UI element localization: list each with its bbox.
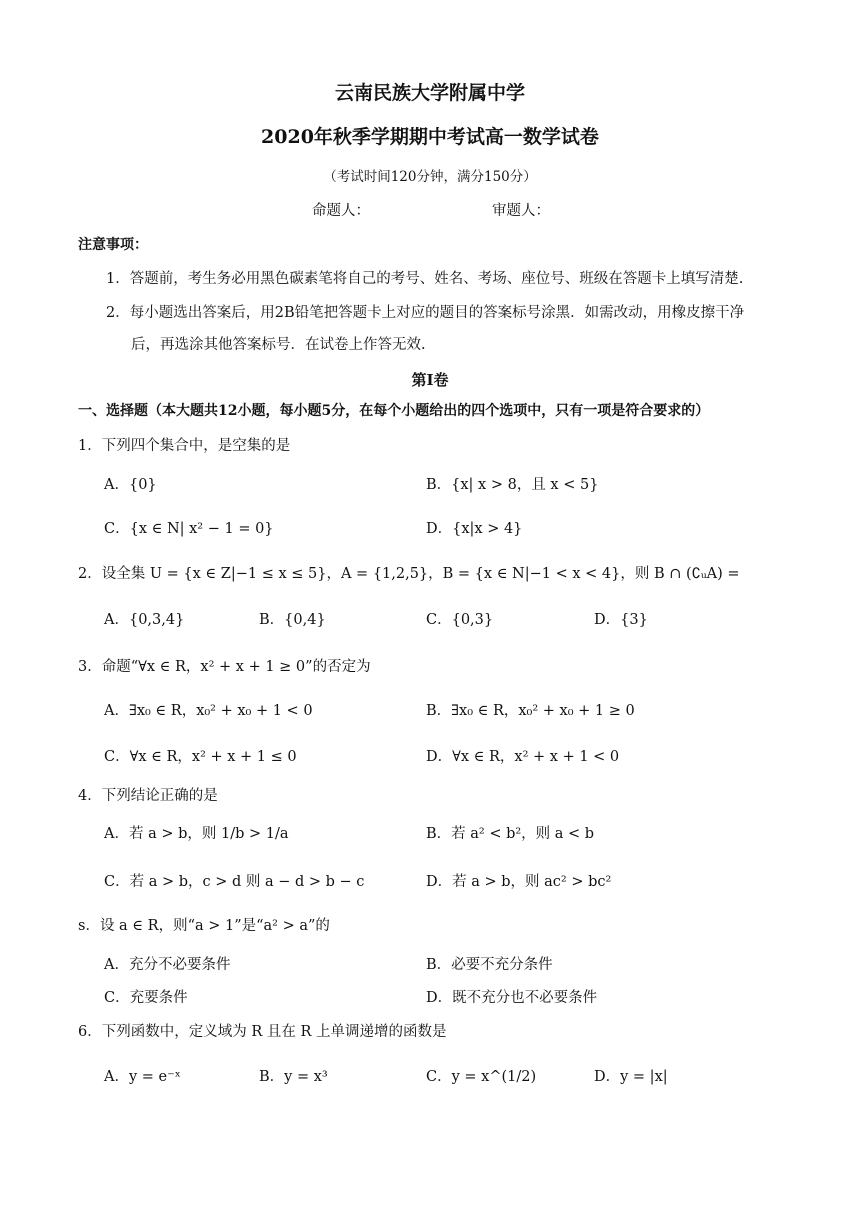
q1-option-d: D．{x|x > 4} — [426, 521, 523, 537]
q4-option-d: D．若 a > b，则 ac² > bc² — [426, 874, 612, 890]
q2-stem: 2．设全集 U = {x ∈ Z|−1 ≤ x ≤ 5}，A = {1,2,5}，B = {x ∈ N|−1 < x < 4}，则 B ∩ (∁ᵤA) = — [78, 566, 740, 582]
q1-option-a: A．{0} — [104, 477, 157, 493]
q4-option-c: C．若 a > b，c > d 则 a − d > b − c — [104, 874, 365, 890]
q3-option-a: A．∃x₀ ∈ R，x₀² + x₀ + 1 < 0 — [104, 703, 313, 719]
q4-option-b: B．若 a² < b²，则 a < b — [426, 826, 595, 842]
q4-option-a: A．若 a > b，则 1/b > 1/a — [104, 826, 289, 842]
q6-option-c: C．y = x^(1/2) — [426, 1069, 537, 1085]
q2-option-b: B．{0,4} — [259, 612, 326, 628]
q5-option-a: A．充分不必要条件 — [104, 957, 231, 973]
q1-stem: 1．下列四个集合中，是空集的是 — [78, 438, 291, 454]
notes-item-1: 1．答题前，考生务必用黑色碳素笔将自己的考号、姓名、考场、座位号、班级在答题卡上填写清楚. — [106, 271, 744, 287]
q3-option-c: C．∀x ∈ R，x² + x + 1 ≤ 0 — [104, 749, 297, 765]
q6-option-d: D．y = |x| — [594, 1069, 668, 1085]
q1-option-c: C．{x ∈ N| x² − 1 = 0} — [104, 521, 274, 537]
q5-option-c: C．充要条件 — [104, 990, 188, 1006]
q5-option-d: D．既不充分也不必要条件 — [426, 990, 598, 1006]
q2-option-c: C．{0,3} — [426, 612, 494, 628]
notes-item-2-line2: 后，再选涂其他答案标号．在试卷上作答无效. — [131, 337, 426, 353]
school-name: 云南民族大学附属中学 — [334, 82, 525, 104]
notes-item-2-line1: 2．每小题选出答案后，用2B铅笔把答题卡上对应的题目的答案标号涂黑．如需改动，用橡皮擦干净 — [106, 305, 745, 321]
exam-info: （考试时间120分钟，满分150分） — [323, 169, 537, 185]
q2-option-a: A．{0,3,4} — [104, 612, 185, 628]
q1-option-b: B．{x| x > 8，且 x < 5} — [426, 477, 599, 493]
q5-stem: s．设 a ∈ R，则“a > 1”是“a² > a”的 — [78, 918, 330, 934]
q5-option-b: B．必要不充分条件 — [426, 957, 553, 973]
q6-option-b: B．y = x³ — [259, 1069, 328, 1085]
q3-option-d: D．∀x ∈ R，x² + x + 1 < 0 — [426, 749, 620, 765]
notes-heading: 注意事项： — [78, 237, 148, 253]
q3-stem: 3．命题“∀x ∈ R，x² + x + 1 ≥ 0”的否定为 — [78, 659, 371, 675]
setter-label: 命题人： — [312, 203, 370, 219]
q6-option-a: A．y = e⁻ˣ — [104, 1069, 181, 1085]
q6-stem: 6．下列函数中，定义域为 R 且在 R 上单调递增的函数是 — [78, 1024, 447, 1040]
part-title: 第Ⅰ卷 — [411, 371, 449, 389]
q3-option-b: B．∃x₀ ∈ R，x₀² + x₀ + 1 ≥ 0 — [426, 703, 635, 719]
section1-title: 一、选择题（本大题共12小题，每小题5分，在每个小题给出的四个选项中，只有一项是符合要求的） — [78, 403, 710, 419]
q2-option-d: D．{3} — [594, 612, 648, 628]
exam-title: 2020年秋季学期期中考试高一数学试卷 — [261, 126, 599, 148]
reviewer-label: 审题人： — [492, 203, 550, 219]
q4-stem: 4．下列结论正确的是 — [78, 788, 218, 804]
